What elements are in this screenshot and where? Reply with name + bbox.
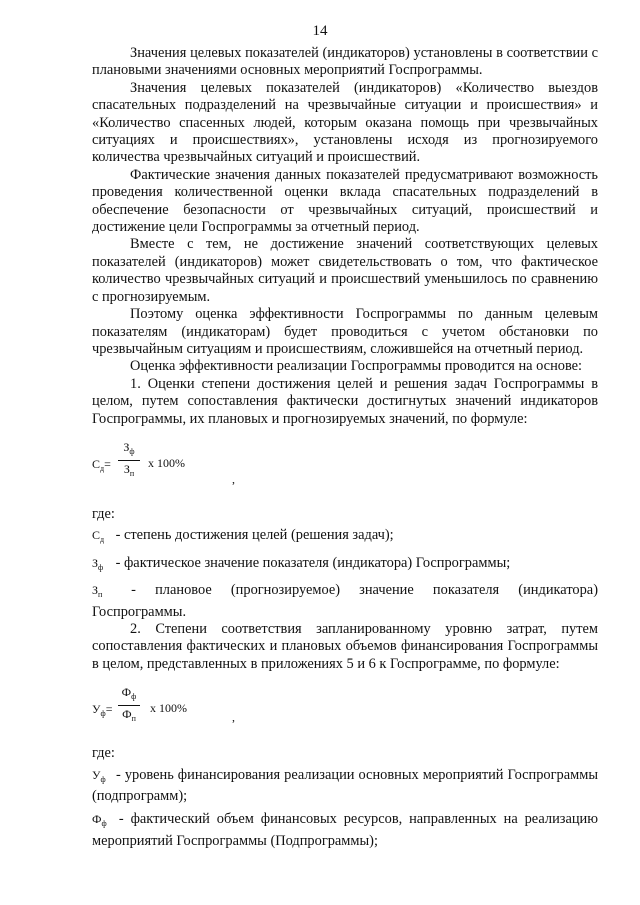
paragraph-7: 1. Оценки степени достижения целей и решения задач Госпрограммы в целом, путем сопоставления фактически достигнутых значений индикаторов Госпрограммы, их плановых и прогнозируемых значений, по формуле: bbox=[92, 375, 598, 427]
paragraph-6: Оценка эффективности реализации Госпрограммы проводится на основе: bbox=[130, 358, 583, 375]
formula-1-lhs: $С_д=$ bbox=[92, 456, 111, 473]
formula-2-fraction: $Ф_ф$ $Ф_п$ bbox=[118, 685, 140, 726]
paragraph-5: Поэтому оценка эффективности Госпрограммы по данным целевым показателям (индикаторам) будет проводиться с учетом обстановки по чрезвычайным ситуациям и происшествиям, сложившейся на отчетный период. bbox=[92, 306, 598, 357]
paragraph-2: Значения целевых показателей (индикаторов) «Количество выездов спасательных подразделений на чрезвычайные ситуации и происшествия» и «Количество спасенных людей, которым оказана помощь при чрезвычайных ситуациях и происшествиях», установлены исходя из прогнозируемого количества чрезвычайных ситуаций и происшествий. bbox=[92, 79, 598, 166]
page-number: 14 bbox=[312, 23, 328, 39]
definition-cd: $С_д$ - степень достижения целей (решения задач); bbox=[92, 527, 394, 545]
formula-2-multiplier: х 100% bbox=[150, 701, 187, 716]
where-label-1: где: bbox=[92, 505, 115, 522]
formula-2-lhs: $У_ф=$ bbox=[92, 702, 113, 719]
formula-financing bbox=[92, 673, 598, 745]
formula-1-comma: , bbox=[232, 471, 235, 486]
definition-ff: $Ф_ф$ - фактический объем финансовых ресурсов, направленных на реализацию мероприятий Госпрограммы (Подпрограммы); bbox=[92, 811, 598, 849]
paragraph-4: Вместе с тем, не достижение значений соответствующих целевых показателей (индикаторов) может свидетельствовать о том, что фактическое количество чрезвычайных ситуаций и происшествий уменьшилось по сравнению с прогнозируемым. bbox=[92, 236, 598, 305]
where-label-2: где: bbox=[92, 745, 115, 762]
formula-1-multiplier: х 100% bbox=[148, 455, 185, 470]
formula-achievement bbox=[92, 428, 598, 506]
definition-uf: $У_ф$ - уровень финансирования реализации основных мероприятий Госпрограммы (подпрограмм); bbox=[92, 766, 598, 804]
document-body bbox=[92, 45, 598, 850]
paragraph-8: 2. Степени соответствия запланированному уровню затрат, путем сопоставления фактических и плановых объемов финансирования Госпрограммы в целом, представленных в приложениях 5 и 6 к Госпрограмме, по формуле: bbox=[92, 620, 598, 672]
definition-zf: $З_ф$ - фактическое значение показателя (индикатора) Госпрограммы; bbox=[92, 554, 511, 572]
formula-1-fraction: $З_ф$ $З_п$ bbox=[118, 440, 140, 481]
paragraph-3: Фактические значения данных показателей предусматривают возможность проведения количественной оценки вклада спасательных подразделений в обеспечение безопасности от чрезвычайных ситуаций, происшествий и достижение цели Госпрограммы за отчетный период. bbox=[92, 166, 598, 236]
paragraph-1: Значения целевых показателей (индикаторов) установлены в соответствии с плановыми значениями основных мероприятий Госпрограммы. bbox=[92, 45, 598, 79]
formula-2-comma: , bbox=[232, 710, 235, 725]
definition-zp: $З_п$ - плановое (прогнозируемое) значение показателя (индикатора) Госпрограммы. bbox=[92, 582, 598, 620]
